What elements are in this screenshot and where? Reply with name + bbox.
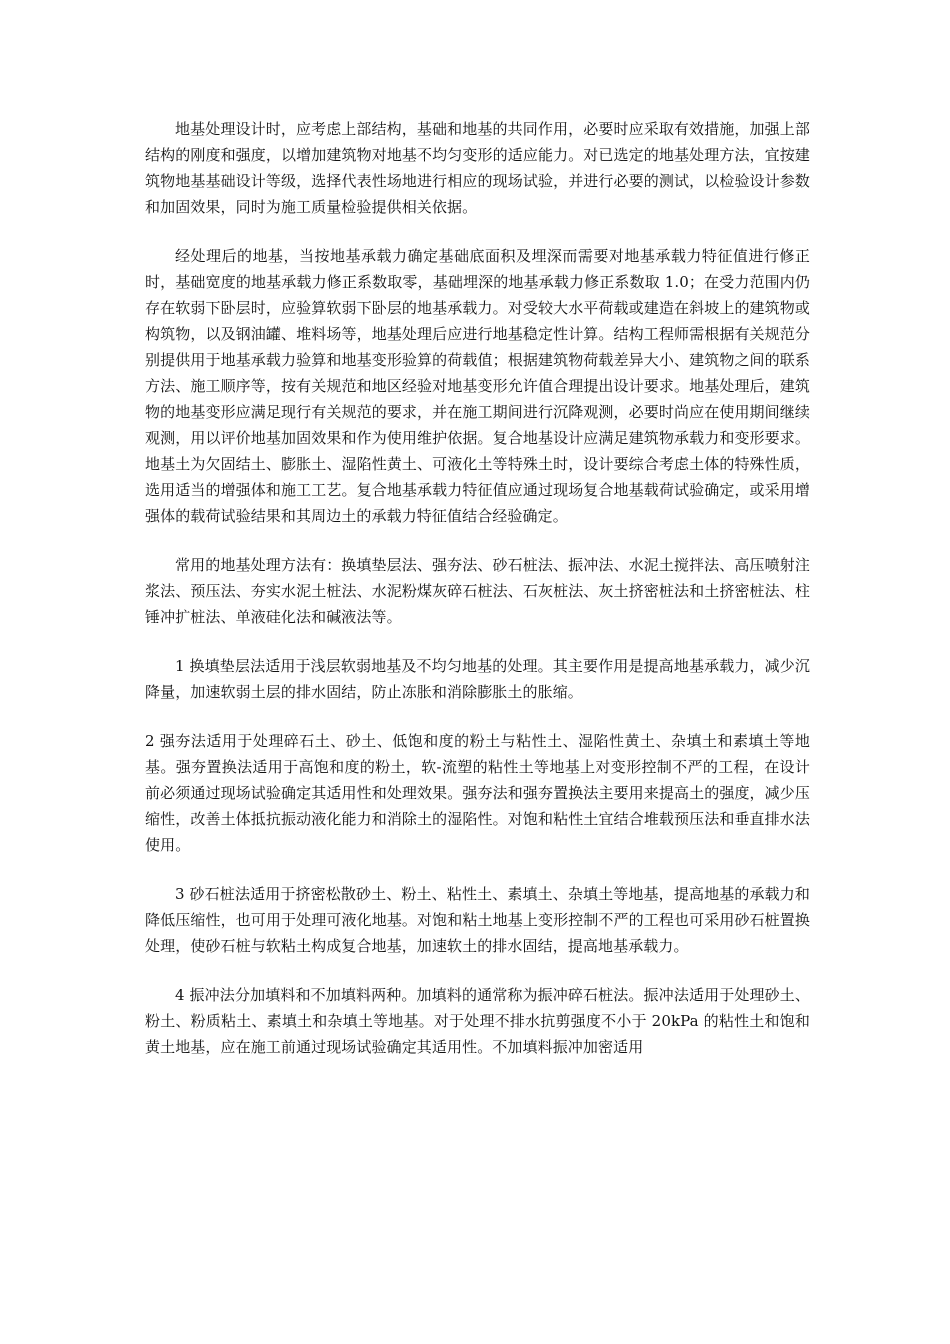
paragraph-design-considerations: 地基处理设计时，应考虑上部结构，基础和地基的共同作用，必要时应采取有效措施，加强上部结构的刚度和强度，以增加建筑物对地基不均匀变形的适应能力。对已选定的地基处理方法，宜按建筑物地基基础设计等级，选择代表性场地进行相应的现场试验，并进行必要的测试，以检验设计参数和加固效果，同时为施工质量检验提供相关依据。 [145,120,810,216]
paragraph-method-4-vibroflotation: 4 振冲法分加填料和不加填料两种。加填料的通常称为振冲碎石桩法。振冲法适用于处理砂土、粉土、粉质粘土、素填土和杂填土等地基。对于处理不排水抗剪强度不小于 20kPa 的粘性土和饱和黄土地基，应在施工前通过现场试验确定其适用性。不加填料振冲加密适用 [145,986,810,1056]
paragraph-method-1-replacement: 1 换填垫层法适用于浅层软弱地基及不均匀地基的处理。其主要作用是提高地基承载力，减少沉降量，加速软弱土层的排水固结，防止冻胀和消除膨胀土的胀缩。 [145,657,810,701]
document-body [145,116,810,1083]
paragraph-method-3-sand-gravel-pile: 3 砂石桩法适用于挤密松散砂土、粉土、粘性土、素填土、杂填土等地基，提高地基的承载力和降低压缩性，也可用于处理可液化地基。对饱和粘土地基上变形控制不严的工程也可采用砂石桩置换处理，使砂石桩与软粘土构成复合地基，加速软土的排水固结，提高地基承载力。 [145,885,810,955]
paragraph-method-2-dynamic-compaction: 2 强夯法适用于处理碎石土、砂土、低饱和度的粉土与粘性土、湿陷性黄土、杂填土和素填土等地基。强夯置换法适用于高饱和度的粉土，软-流塑的粘性土等地基上对变形控制不严的工程，在设计前必须通过现场试验确定其适用性和处理效果。强夯法和强夯置换法主要用来提高土的强度，减少压缩性，改善土体抵抗振动液化能力和消除土的湿陷性。对饱和粘性土宜结合堆载预压法和垂直排水法使用。 [145,732,810,854]
paragraph-common-methods: 常用的地基处理方法有：换填垫层法、强夯法、砂石桩法、振冲法、水泥土搅拌法、高压喷射注浆法、预压法、夯实水泥土桩法、水泥粉煤灰碎石桩法、石灰桩法、灰土挤密桩法和土挤密桩法、柱锤冲扩桩法、单液硅化法和碱液法等。 [145,556,810,626]
paragraph-treated-foundation: 经处理后的地基，当按地基承载力确定基础底面积及埋深而需要对地基承载力特征值进行修正时，基础宽度的地基承载力修正系数取零，基础埋深的地基承载力修正系数取 1.0；在受力范围内仍存在软弱下卧层时，应验算软弱下卧层的地基承载力。对受较大水平荷载或建造在斜坡上的建筑物或构筑物，以及钢油罐、堆料场等，地基处理后应进行地基稳定性计算。结构工程师需根据有关规范分别提供用于地基承载力验算和地基变形验算的荷载值；根据建筑物荷载差异大小、建筑物之间的联系方法、施工顺序等，按有关规范和地区经验对地基变形允许值合理提出设计要求。地基处理后，建筑物的地基变形应满足现行有关规范的要求，并在施工期间进行沉降观测，必要时尚应在使用期间继续观测，用以评价地基加固效果和作为使用维护依据。复合地基设计应满足建筑物承载力和变形要求。地基土为欠固结土、膨胀土、湿陷性黄土、可液化土等特殊土时，设计要综合考虑土体的特殊性质，选用适当的增强体和施工工艺。复合地基承载力特征值应通过现场复合地基载荷试验确定，或采用增强体的载荷试验结果和其周边土的承载力特征值结合经验确定。 [145,247,810,525]
